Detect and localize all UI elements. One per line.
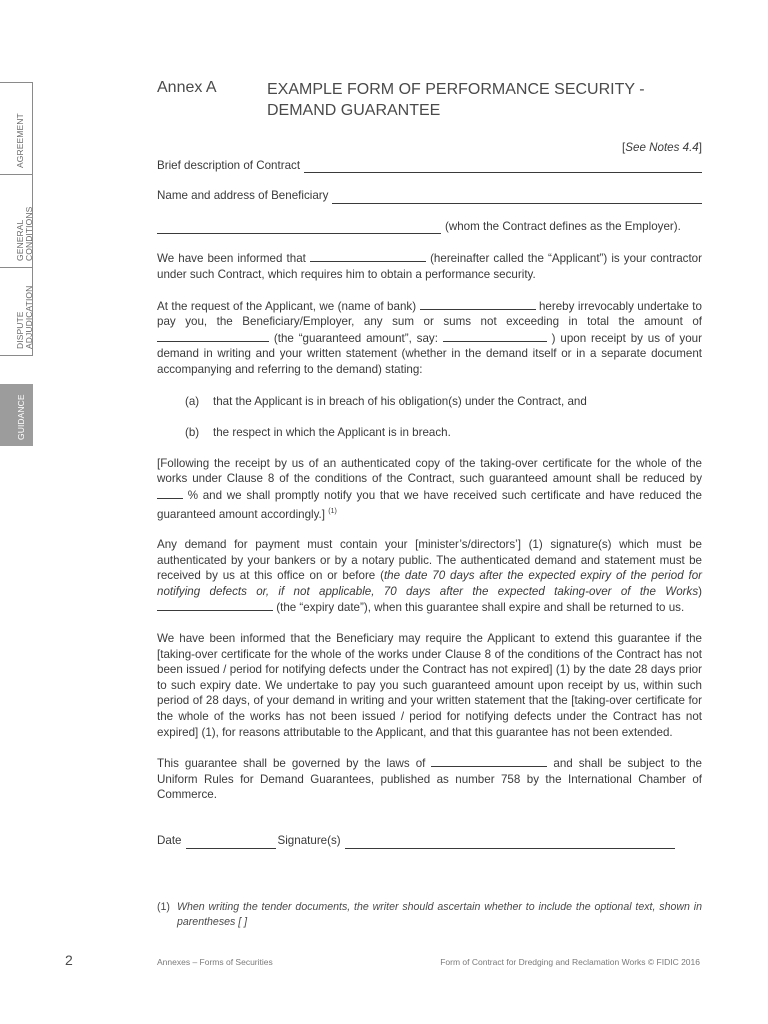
reduction-percent-blank[interactable] (157, 487, 183, 499)
footnote (157, 900, 702, 930)
tab-general-conditions[interactable] (0, 174, 33, 267)
annex-label: Annex A (157, 79, 217, 96)
list-item-a: (a) that the Applicant is in breach of his obligation(s) under the Contract, and (185, 394, 587, 408)
applicant-paragraph: We have been informed that (hereinafter called the “Applicant”) is your contractor under such Contract, which requires him to obtain a performance security. (157, 252, 702, 281)
employer-blank[interactable] (157, 222, 441, 234)
beneficiary-label: Name and address of Beneficiary (157, 189, 329, 203)
employer-suffix: (whom the Contract defines as the Employer). (445, 219, 681, 233)
guarantee-form-body (157, 140, 702, 849)
tab-general-conditions-label: GENERAL CONDITIONS (15, 206, 34, 261)
governing-law-blank[interactable] (431, 755, 547, 767)
footnote-text: When writing the tender documents, the writer should ascertain whether to include the optional text, shown in parentheses [ ] (177, 901, 702, 928)
date-signature-row (157, 833, 675, 849)
extension-paragraph: We have been informed that the Beneficiary may require the Applicant to extend this guarantee if the [taking-over certificate for the whole of the works under Clause 8 of the conditions of the Contract has not been issued / period for notifying defects under the Contract has not expired] (1) by the date 28 days prior to such expiry date. We undertake to pay you such guaranteed amount upon receipt by us, within such period of 28 days, of your demand in writing and your written statement that the [taking-over certificate for the whole of the works has not been issued / period for notifying defects under the Contract has not expired] (1), for reasons attributable to the Applicant, and that this guarantee has not been extended. (157, 632, 702, 739)
tab-dispute-adjudication[interactable] (0, 267, 33, 355)
beneficiary-field (157, 188, 702, 204)
amount-words-blank[interactable] (443, 330, 547, 342)
contract-description-blank[interactable] (304, 161, 702, 173)
tab-dispute-adjudication-label: DISPUTE ADJUDICATION (15, 285, 34, 349)
contract-description-field (157, 158, 702, 174)
signature-label: Signature(s) (277, 834, 341, 847)
contract-description-label: Brief description of Contract (157, 158, 301, 172)
employer-field (157, 219, 702, 235)
side-tab-navigation (0, 82, 34, 446)
list-item-b: (b) the respect in which the Applicant is in breach. (185, 426, 451, 440)
footnote-number: (1) (157, 901, 170, 913)
bank-name-blank[interactable] (420, 298, 536, 310)
demand-paragraph: Any demand for payment must contain your [minister’s/directors’] (1) signature(s) which must be authenticated by your bankers or by a notary public. The authenticated demand and statement must be received by us at this office on or before (the date 70 days after the expected expiry of the period for notifying defects or, if not applicable, 70 days after the expected taking-over of the Works) (the “expiry date”), when this guarantee shall expire and shall be returned to us. (157, 538, 703, 615)
amount-blank[interactable] (157, 330, 269, 342)
page-title: EXAMPLE FORM OF PERFORMANCE SECURITY - DEMAND GUARANTEE (267, 81, 645, 119)
expiry-date-blank[interactable] (157, 599, 273, 611)
date-blank[interactable] (186, 837, 276, 849)
footer-section-title: Annexes – Forms of Securities (157, 957, 273, 967)
date-label: Date (157, 834, 182, 847)
governing-law-paragraph: This guarantee shall be governed by the laws of and shall be subject to the Uniform Rules for Demand Guarantees, published as number 758 by the International Chamber of Commerce. (157, 757, 702, 802)
tab-guidance[interactable] (0, 384, 33, 446)
tab-gap (0, 355, 33, 384)
beneficiary-blank[interactable] (332, 192, 702, 204)
signature-blank[interactable] (345, 837, 675, 849)
page-number: 2 (65, 952, 73, 968)
footer-publication: Form of Contract for Dredging and Reclamation Works © FIDIC 2016 (440, 957, 700, 967)
tab-agreement-label: AGREEMENT (15, 113, 25, 168)
undertaking-paragraph: At the request of the Applicant, we (name of bank) hereby irrevocably undertake to pay you, the Beneficiary/Employer, any sum or sums not exceeding in total the amount of (the “guaranteed amount”, say: ) upon receipt by us of your demand in writing and your written statement (whether in the demand itself or in a separate document accompanying and referring to the demand) stating: (157, 299, 702, 376)
tab-agreement[interactable] (0, 82, 33, 174)
applicant-blank[interactable] (310, 250, 426, 262)
reduction-paragraph: [Following the receipt by us of an authenticated copy of the taking-over certificate for the whole of the works under Clause 8 of the conditions of the Contract, such guaranteed amount shall be reduced by % and we shall promptly notify you that we have received such certificate and have reduced the guaranteed amount accordingly.] $^{(1)}$ (157, 456, 702, 521)
tab-guidance-label: GUIDANCE (15, 394, 26, 440)
see-notes-reference: [See Notes 4.4] (622, 141, 702, 154)
